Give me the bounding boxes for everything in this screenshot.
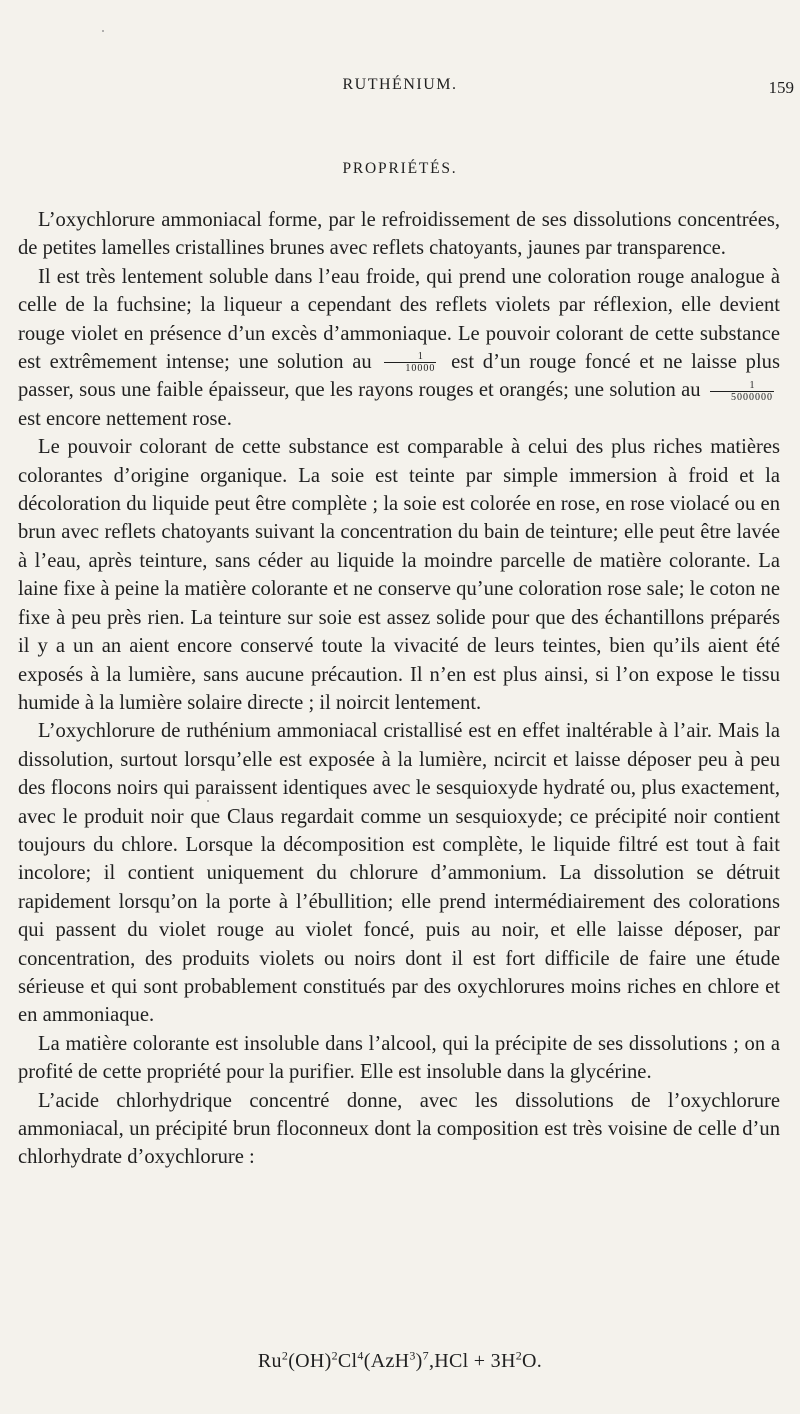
fraction-one-ten-thousandth <box>384 352 436 374</box>
formula-part: (OH) <box>288 1350 332 1372</box>
section-title: PROPRIÉTÉS. <box>342 160 458 177</box>
paragraph-1: L’oxychlorure ammoniacal forme, par le refroidissement de ses dissolutions concentrées, de petites lamelles cristallines brunes avec reflets chatoyants, jaunes par transparence. <box>18 209 780 260</box>
running-head <box>0 72 800 102</box>
print-speck <box>102 30 104 32</box>
fraction-denominator: 10000 <box>405 363 436 375</box>
fraction-one-five-millionth <box>710 381 774 403</box>
formula-part: (AzH <box>363 1350 410 1372</box>
paragraph-2 <box>18 263 780 433</box>
paragraph-6: L’acide chlorhydrique concentré donne, avec les dissolutions de l’oxychlorure ammoniacal, un précipité brun floconneux dont la composition est très voisine de celle d’un chlorhydrate d’oxychlorure : <box>18 1089 780 1169</box>
formula-part: Cl <box>337 1350 358 1372</box>
formula-part: O. <box>522 1350 543 1372</box>
formula-superscript: 2 <box>331 1348 338 1363</box>
formula-part: ,HCl + 3H <box>428 1350 516 1372</box>
paragraph-5: La matière colorante est insoluble dans l’alcool, qui la précipite de ses dissolutions ; on a profité de cette propriété pour la purifier. Elle est insoluble dans la glycérine. <box>18 1032 780 1084</box>
running-title: RUTHÉNIUM. <box>342 76 458 93</box>
formula-superscript: 4 <box>357 1348 364 1363</box>
paragraph-2-part-a: Il est très lentement soluble dans l’eau froide, qui prend une coloration rouge analogue à celle de la fuchsine; la liqueur a cependant des reflets violets par réflexion, elle devient rouge violet en présence d’un excès d’ammoniaque. Le pouvoir colorant de cette substance est extrêmement intense; une solution au <box>18 265 780 374</box>
formula-superscript: 2 <box>515 1348 523 1363</box>
fraction-numerator: 1 <box>384 352 436 363</box>
paragraph-4: L’oxychlorure de ruthénium ammoniacal cristallisé est en effet inaltérable à l’air. Mais la dissolution, surtout lorsqu’elle est exposée à la lumière, ncircit et laisse déposer peu à peu des flocons noirs qui paraissent identiques avec le sesquioxyde hydraté ou, plus exactement, avec le produit noir que Claus regardait comme un sesquioxyde; ce précipité noir contient toujours du chlore. Lorsque la décomposition est complète, le liquide filtré est tout à fait incolore; il contient uniquement du chlorure d’ammonium. La dissolution se détruit rapidement lorsqu’on la porte à l’ébullition; elle prend intermédiairement des colorations qui passent du violet rouge au violet foncé, puis au noir, et elle laisse déposer, par concentration, des produits violets ou noirs dont il est fort difficile de faire une étude sérieuse et qui sont probablement constitués par des oxychlorures moins riches en chlore et en ammoniaque. <box>18 720 780 1027</box>
page-number: 159 <box>768 78 794 97</box>
paragraph-2-part-b: est d’un rouge foncé et ne laisse plus passer, sous une faible épaisseur, que les rayons rouges et orangés; une solution au <box>18 351 780 402</box>
formula-superscript: 2 <box>281 1348 289 1363</box>
fraction-denominator: 5000000 <box>731 391 773 403</box>
paragraph-2-part-c: est encore nettement rose. <box>18 407 232 430</box>
print-speck <box>207 800 209 802</box>
body-text <box>18 206 780 1172</box>
formula-superscript: 3 <box>409 1348 416 1363</box>
fraction-numerator: 1 <box>710 381 774 392</box>
formula-part: ) <box>415 1350 423 1372</box>
formula-superscript: 7 <box>422 1348 429 1363</box>
formula-part: Ru <box>257 1350 282 1372</box>
chemical-formula <box>0 1350 800 1373</box>
paragraph-3: Le pouvoir colorant de cette substance est comparable à celui des plus riches matières colorantes d’origine organique. La soie est teinte par simple immersion à froid et la décoloration du liquide peut être complète ; la soie est colorée en rose, en rose violacé ou en brun avec reflets chatoyants suivant la concentration du bain de teinture; elle peut être lavée à l’eau, après teinture, sans céder au liquide la moindre parcelle de matière colorante. La laine fixe à peine la matière colorante et ne conserve qu’une coloration rose sale; le coton ne fixe à peu près rien. La teinture sur soie est assez solide pour que des échantillons préparés il y a un an aient encore conservé toute la vivacité de leurs teintes, bien qu’ils aient été exposés à la lumière, sans aucune précaution. Il n’en est plus ainsi, si l’on expose le tissu humide à la lumière solaire directe ; il noircit lentement. <box>18 436 780 714</box>
